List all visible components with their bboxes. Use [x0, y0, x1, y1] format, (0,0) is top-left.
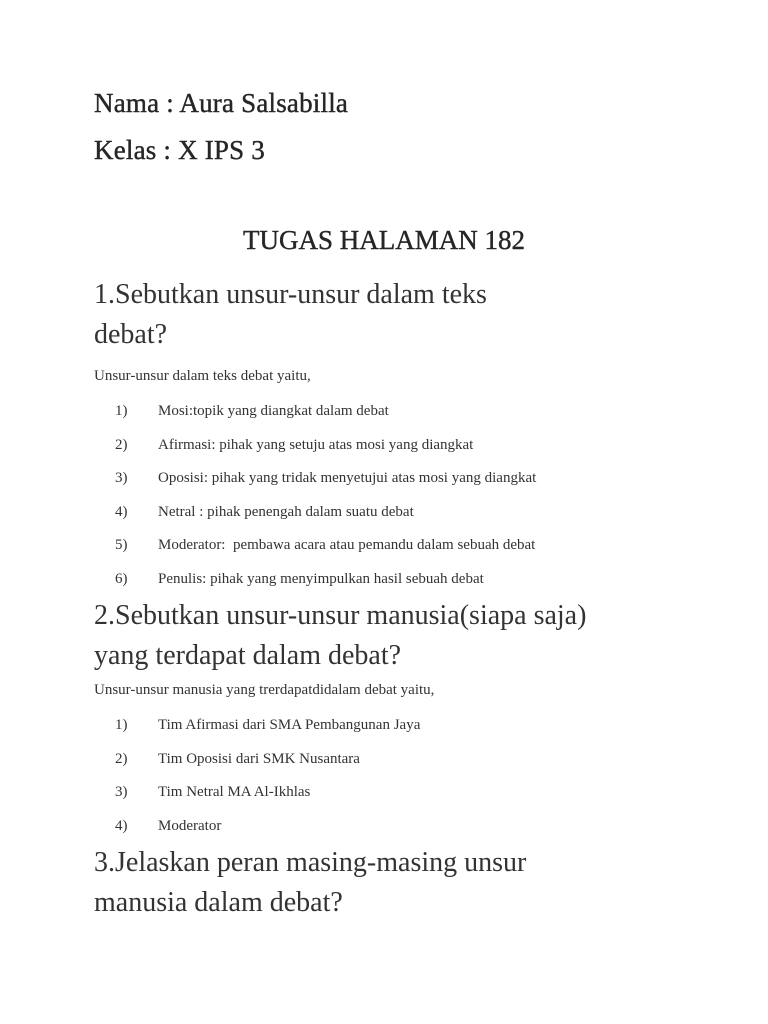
list-item-number: 1) [115, 403, 128, 419]
list-item-number: 5) [115, 537, 128, 553]
question-1-line-1: 1.Sebutkan unsur-unsur dalam teks [94, 279, 487, 310]
student-name: Nama : Aura Salsabilla [94, 88, 349, 118]
question-1 [94, 275, 694, 355]
answer-1-intro: Unsur-unsur dalam teks debat yaitu, [94, 368, 311, 384]
list-item-text: Tim Netral MA Al-Ikhlas [158, 784, 311, 800]
question-2-line-2: yang terdapat dalam debat? [94, 640, 402, 671]
list-item-text: Netral : pihak penengah dalam suatu debat [158, 503, 414, 520]
list-item-text: Penulis: pihak yang menyimpulkan hasil sebuah debat [158, 570, 484, 587]
list-item-number: 2) [115, 436, 128, 453]
list-item-number: 6) [115, 570, 128, 587]
list-item-number: 4) [115, 817, 128, 834]
question-3-line-2: manusia dalam debat? [94, 887, 343, 918]
list-item-text: Afirmasi: pihak yang setuju atas mosi yang diangkat [158, 436, 474, 453]
list-item-text: Mosi:topik yang diangkat dalam debat [158, 403, 389, 419]
list-item-number: 1) [115, 717, 128, 733]
list-item-number: 2) [115, 750, 128, 767]
assignment-title: TUGAS HALAMAN 182 [243, 225, 525, 255]
question-2 [94, 596, 694, 676]
list-item-text: Oposisi: pihak yang tridak menyetujui atas mosi yang diangkat [158, 470, 537, 486]
question-3 [94, 843, 694, 923]
list-item-text: Tim Oposisi dari SMK Nusantara [158, 750, 360, 767]
list-item-text: Moderator [158, 817, 222, 834]
list-item-text: Moderator: pembawa acara atau pemandu dalam sebuah debat [158, 537, 536, 553]
list-item-number: 3) [115, 470, 128, 486]
list-item-number: 3) [115, 784, 128, 800]
list-item-text: Tim Afirmasi dari SMA Pembangunan Jaya [158, 717, 421, 733]
student-class: Kelas : X IPS 3 [94, 135, 265, 165]
list-item-number: 4) [115, 503, 128, 520]
answer-2-intro: Unsur-unsur manusia yang trerdapatdidalam debat yaitu, [94, 682, 435, 698]
question-1-line-2: debat? [94, 319, 168, 350]
question-2-line-1: 2.Sebutkan unsur-unsur manusia(siapa saja) [94, 600, 587, 631]
question-3-line-1: 3.Jelaskan peran masing-masing unsur [94, 847, 527, 878]
